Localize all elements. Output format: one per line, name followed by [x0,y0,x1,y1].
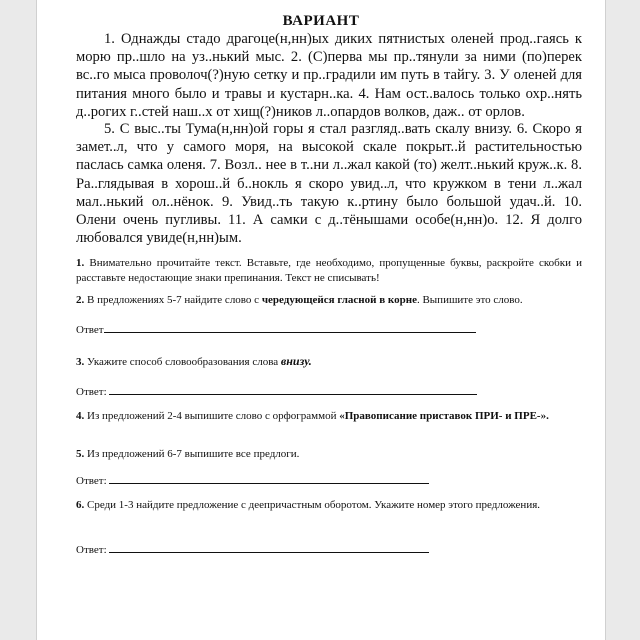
task-1-number: 1. [76,257,85,269]
answer-label: Ответ: [76,386,107,398]
task-4-highlight: «Правописание приставок ПРИ- и ПРЕ-». [339,410,549,422]
task-3 [76,354,582,370]
answer-line[interactable] [109,384,477,395]
text-paragraph-1: 1. Однажды стадо драгоце(н,нн)ых диких пятнистых оленей прод..гаясь к морю пр..шло на уз..нький мыс. 2. (С)перва мы пр..тянули за ними (по)перек вс..го мыса проволоч(?)ную сетку и пр..градили им путь в тайгу. 3. У оленей для питания много было и травы и кустарн..ка. 4. Нам ост..валось только охр..нять д..рогих г..стей наш..х от хищ(?)ников л..опардов волков, даж.. от орлов. [76,31,582,120]
task-3-text: Укажите способ словообразования слова [84,356,281,368]
task-1 [76,256,582,285]
page-title: ВАРИАНТ [282,13,360,29]
task-3-highlight: внизу. [280,354,312,368]
task-6-answer [76,542,429,557]
answer-label: Ответ [76,324,104,336]
task-3-number: 3. [76,356,85,368]
task-6-number: 6. [76,499,85,511]
answer-label: Ответ: [76,475,107,487]
answer-line[interactable] [104,322,476,333]
task-5-number: 5. [76,448,85,460]
answer-label: Ответ: [76,544,107,556]
task-2-answer [76,322,476,337]
worksheet-page [36,0,606,640]
task-1-text: Внимательно прочитайте текст. Вставьте, где необходимо, пропущенные буквы, раскройте скобки и расставьте недостающие знаки препинания. Текст не списывать! [76,257,582,284]
task-4 [76,409,582,424]
task-2 [76,293,582,308]
answer-line[interactable] [109,473,429,484]
task-2-highlight: чередующейся гласной в корне [261,294,417,306]
task-5-answer [76,473,429,488]
task-2-number: 2. [76,294,85,306]
task-5-text: Из предложений 6-7 выпишите все предлоги. [84,448,300,460]
answer-line[interactable] [109,542,429,553]
task-4-number: 4. [76,410,85,422]
task-3-answer [76,384,477,399]
task-6 [76,498,582,513]
task-2-text: В предложениях 5-7 найдите слово с [84,294,262,306]
task-4-text: Из предложений 2-4 выпишите слово с орфограммой [84,410,340,422]
task-2-text-end: . Выпишите это слово. [416,294,523,306]
task-5 [76,447,582,462]
task-6-text: Среди 1-3 найдите предложение с деепричастным оборотом. Укажите номер этого предложения. [84,499,541,511]
text-paragraph-2: 5. С выс..ты Тума(н,нн)ой горы я стал разгляд..вать скалу внизу. 6. Скоро я замет..л, что у самого моря, на высокой скале покрыт..й растительностью паслась самка оленя. 7. Возл.. нее в т..ни л..жал какой (то) желт..нький круж..к. 8. Ра..глядывая в хорош..й б..нокль я скоро увид..л, что кружком в тени л..жал мал..нький ол..нёнок. 9. Увид..ть такую к..ртину было большой удач..й. 10. Олени очень пугливы. 11. А самки с д..тёнышами особе(н,нн)о. 12. Я долго любовался увиде(н,нн)ым. [76,121,582,247]
